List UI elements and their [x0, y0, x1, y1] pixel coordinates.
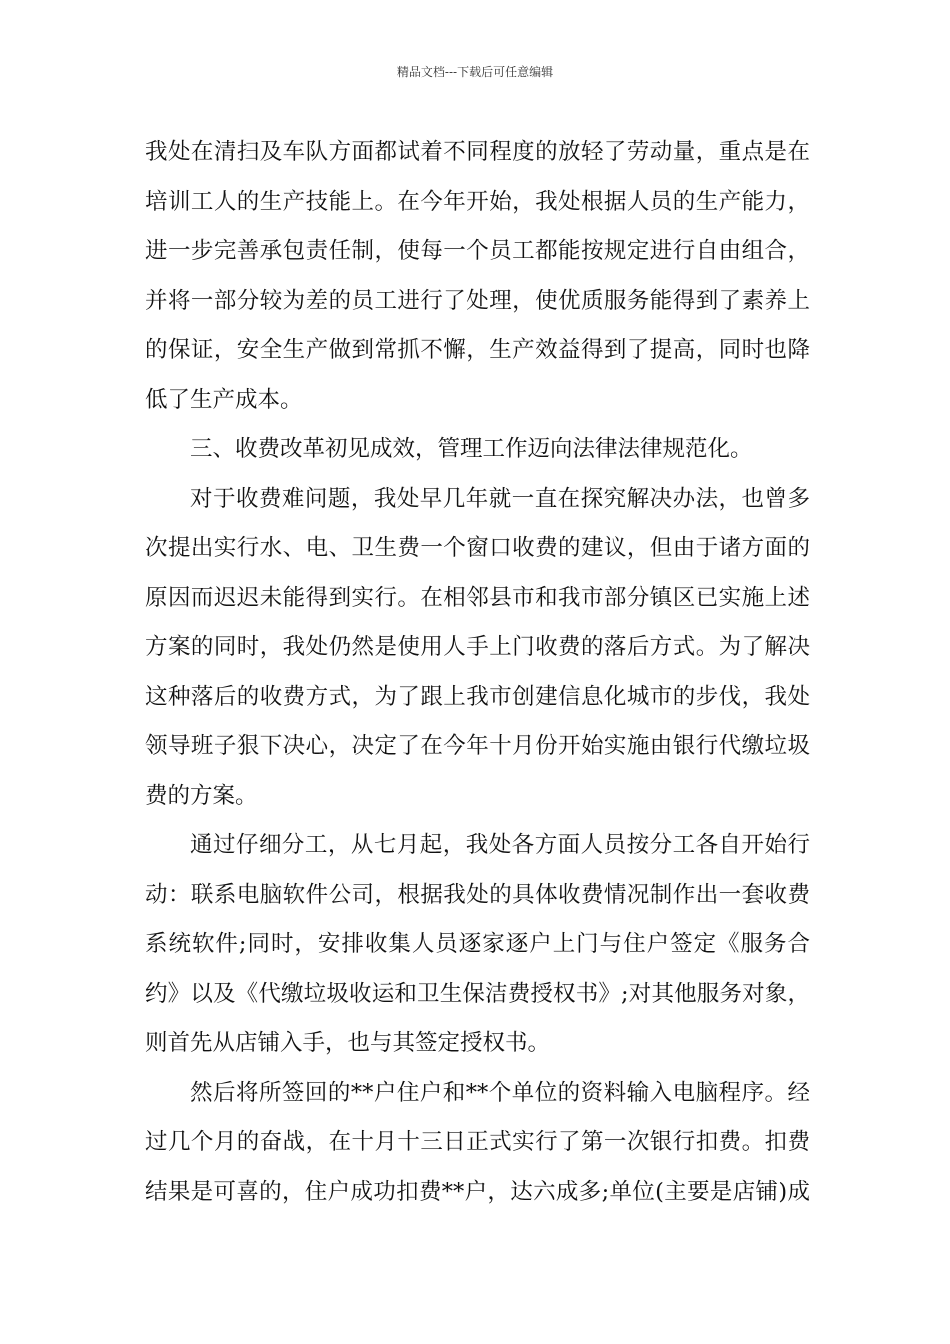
body-line-1: 我处在清扫及车队方面都试着不同程度的放轻了劳动量，重点是在 [145, 139, 810, 165]
body-line-12: 这种落后的收费方式，为了跟上我市创建信息化城市的步伐，我处 [145, 683, 810, 710]
body-line-11: 方案的同时，我处仍然是使用人手上门收费的落后方式。为了解决 [145, 634, 810, 660]
body-line-19: 则首先从店铺入手，也与其签定授权书。 [145, 1030, 551, 1056]
body-line-4: 并将一部分较为差的员工进行了处理，使优质服务能得到了素养上 [145, 287, 810, 314]
body-line-3: 进一步完善承包责任制，使每一个员工都能按规定进行自由组合， [145, 238, 810, 264]
section-heading: 三、收费改革初见成效，管理工作迈向法律法律规范化。 [190, 436, 753, 462]
body-line-15: 通过仔细分工，从七月起，我处各方面人员按分工各自开始行 [190, 832, 810, 858]
body-line-20: 然后将所签回的**户住户和**个单位的资料输入电脑程序。经 [190, 1079, 810, 1106]
body-line-17: 系统软件;同时，安排收集人员逐家逐户上门与住户签定《服务合 [145, 931, 810, 957]
body-line-9: 次提出实行水、电、卫生费一个窗口收费的建议，但由于诸方面的 [145, 535, 810, 561]
document-body [145, 128, 810, 1217]
body-line-6: 低了生产成本。 [145, 386, 303, 413]
body-line-13: 领导班子狠下决心，决定了在今年十月份开始实施由银行代缴垃圾 [145, 733, 810, 759]
body-line-10: 原因而迟迟未能得到实行。在相邻县市和我市部分镇区已实施上述 [145, 584, 810, 611]
page-header: 精品文档---下载后可任意编辑 [396, 65, 554, 79]
body-line-8: 对于收费难问题，我处早几年就一直在探究解决办法，也曾多 [190, 485, 810, 512]
body-line-18: 约》以及《代缴垃圾收运和卫生保洁费授权书》;对其他服务对象， [145, 980, 810, 1007]
body-line-5: 的保证，安全生产做到常抓不懈，生产效益得到了提高，同时也降 [145, 337, 810, 363]
body-line-2: 培训工人的生产技能上。在今年开始，我处根据人员的生产能力， [145, 188, 810, 215]
body-line-22: 结果是可喜的，住户成功扣费**户，达六成多;单位(主要是店铺)成 [145, 1178, 810, 1205]
body-line-14: 费的方案。 [145, 782, 258, 809]
body-line-16: 动：联系电脑软件公司，根据我处的具体收费情况制作出一套收费 [145, 881, 810, 908]
body-line-21: 过几个月的奋战，在十月十三日正式实行了第一次银行扣费。扣费 [145, 1129, 810, 1155]
